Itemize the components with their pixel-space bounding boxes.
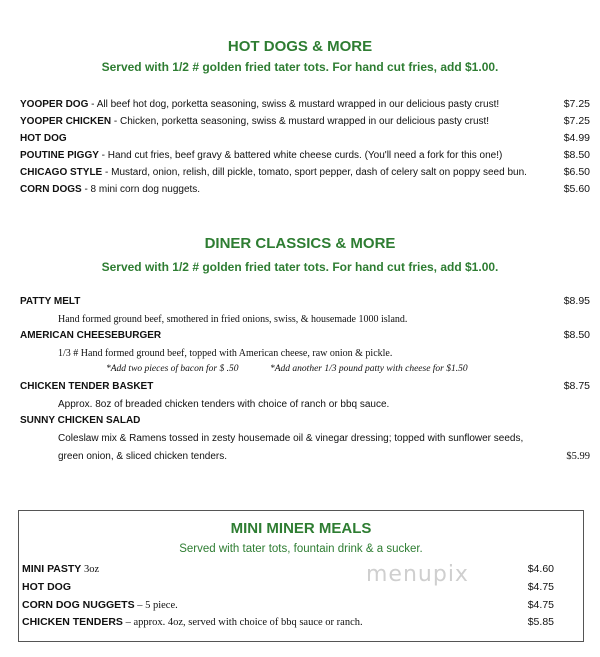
item-name: SUNNY CHICKEN SALAD: [20, 415, 141, 426]
menu-item: [20, 98, 590, 111]
item-desc: - Mustard, onion, relish, dill pickle, tomato, sport pepper, dash of celery salt on poppy seed bun.: [102, 167, 527, 178]
menu-item: [22, 616, 554, 628]
item-price: $5.60: [563, 183, 590, 195]
item-price: $4.75: [527, 599, 554, 611]
item-desc: Coleslaw mix & Ramens tossed in zesty housemade oil & vinegar dressing; topped with sunflower seeds,: [58, 433, 524, 444]
item-price: $4.60: [527, 563, 554, 575]
item-desc: - Hand cut fries, beef gravy & battered white cheese curds. (You'll need a fork for this one!): [98, 150, 503, 161]
diner-title: DINER CLASSICS & MORE: [204, 235, 396, 252]
menu-item: [20, 149, 590, 162]
menu-item: [22, 563, 554, 575]
item-name: HOT DOG: [22, 581, 71, 593]
mini-title: MINI MINER MEALS: [230, 520, 372, 537]
item-price: $7.25: [563, 98, 590, 110]
add-bacon-note: *Add two pieces of bacon for $ .50: [106, 364, 239, 374]
item-name: CHICAGO STYLE: [20, 167, 103, 178]
item-desc: – 5 piece.: [134, 600, 178, 611]
item-name: CORN DOG NUGGETS: [22, 599, 135, 611]
menu-item: [20, 295, 590, 308]
item-desc-line2: green onion, & sliced chicken tenders.: [58, 451, 227, 462]
item-name: YOOPER CHICKEN: [20, 116, 112, 127]
item-name: PATTY MELT: [20, 296, 81, 307]
item-desc: - All beef hot dog, porketta seasoning, swiss & mustard wrapped in our delicious pasty crust!: [88, 99, 500, 110]
add-patty-note: *Add another 1/3 pound patty with cheese for $1.50: [270, 364, 468, 374]
item-name: CHICKEN TENDERS: [22, 616, 123, 628]
item-price: $8.95: [563, 295, 590, 307]
menu-item: [20, 132, 590, 145]
item-desc: 3oz: [81, 564, 100, 575]
menu-item: [20, 115, 590, 128]
item-desc: - 8 mini corn dog nuggets.: [81, 184, 201, 195]
menu-item: [22, 581, 554, 593]
item-desc: – approx. 4oz, served with choice of bbq sauce or ranch.: [122, 617, 363, 628]
menu-item: [20, 380, 590, 393]
item-price: $6.50: [563, 166, 590, 178]
item-name: MINI PASTY: [22, 563, 82, 575]
item-name: CHICKEN TENDER BASKET: [20, 381, 154, 392]
item-name: AMERICAN CHEESEBURGER: [20, 330, 162, 341]
menu-item: [20, 183, 590, 196]
mini-subtitle: Served with tater tots, fountain drink & a sucker.: [179, 543, 423, 555]
item-name: CORN DOGS: [20, 184, 82, 195]
item-name: HOT DOG: [20, 133, 67, 144]
menupix-watermark: menupix: [366, 562, 469, 587]
menu-item: [20, 166, 590, 179]
item-price: $4.99: [563, 132, 590, 144]
hotdogs-title: HOT DOGS & MORE: [227, 38, 373, 55]
hotdogs-subtitle: Served with 1/2 # golden fried tater tots. For hand cut fries, add $1.00.: [101, 60, 499, 74]
item-price: $8.50: [563, 149, 590, 161]
menu-item: [20, 414, 590, 427]
item-desc: Approx. 8oz of breaded chicken tenders with choice of ranch or bbq sauce.: [58, 399, 390, 410]
item-price: $8.75: [563, 380, 590, 392]
item-desc: 1/3 # Hand formed ground beef, topped with American cheese, raw onion & pickle.: [58, 348, 393, 359]
item-desc: - Chicken, porketta seasoning, swiss & mustard wrapped in our delicious pasty crust!: [111, 116, 490, 127]
item-price: $7.25: [563, 115, 590, 127]
item-price: $5.85: [527, 616, 554, 628]
item-name: YOOPER DOG: [20, 99, 89, 110]
item-desc: [58, 450, 590, 463]
menu-item: [22, 599, 554, 611]
item-name: POUTINE PIGGY: [20, 150, 99, 161]
item-price: $4.75: [527, 581, 554, 593]
item-price: $5.99: [566, 451, 590, 462]
item-price: $8.50: [563, 329, 590, 341]
diner-subtitle: Served with 1/2 # golden fried tater tots. For hand cut fries, add $1.00.: [101, 260, 499, 274]
item-desc: Hand formed ground beef, smothered in fried onions, swiss, & housemade 1000 island.: [58, 314, 408, 325]
menu-item: [20, 329, 590, 342]
